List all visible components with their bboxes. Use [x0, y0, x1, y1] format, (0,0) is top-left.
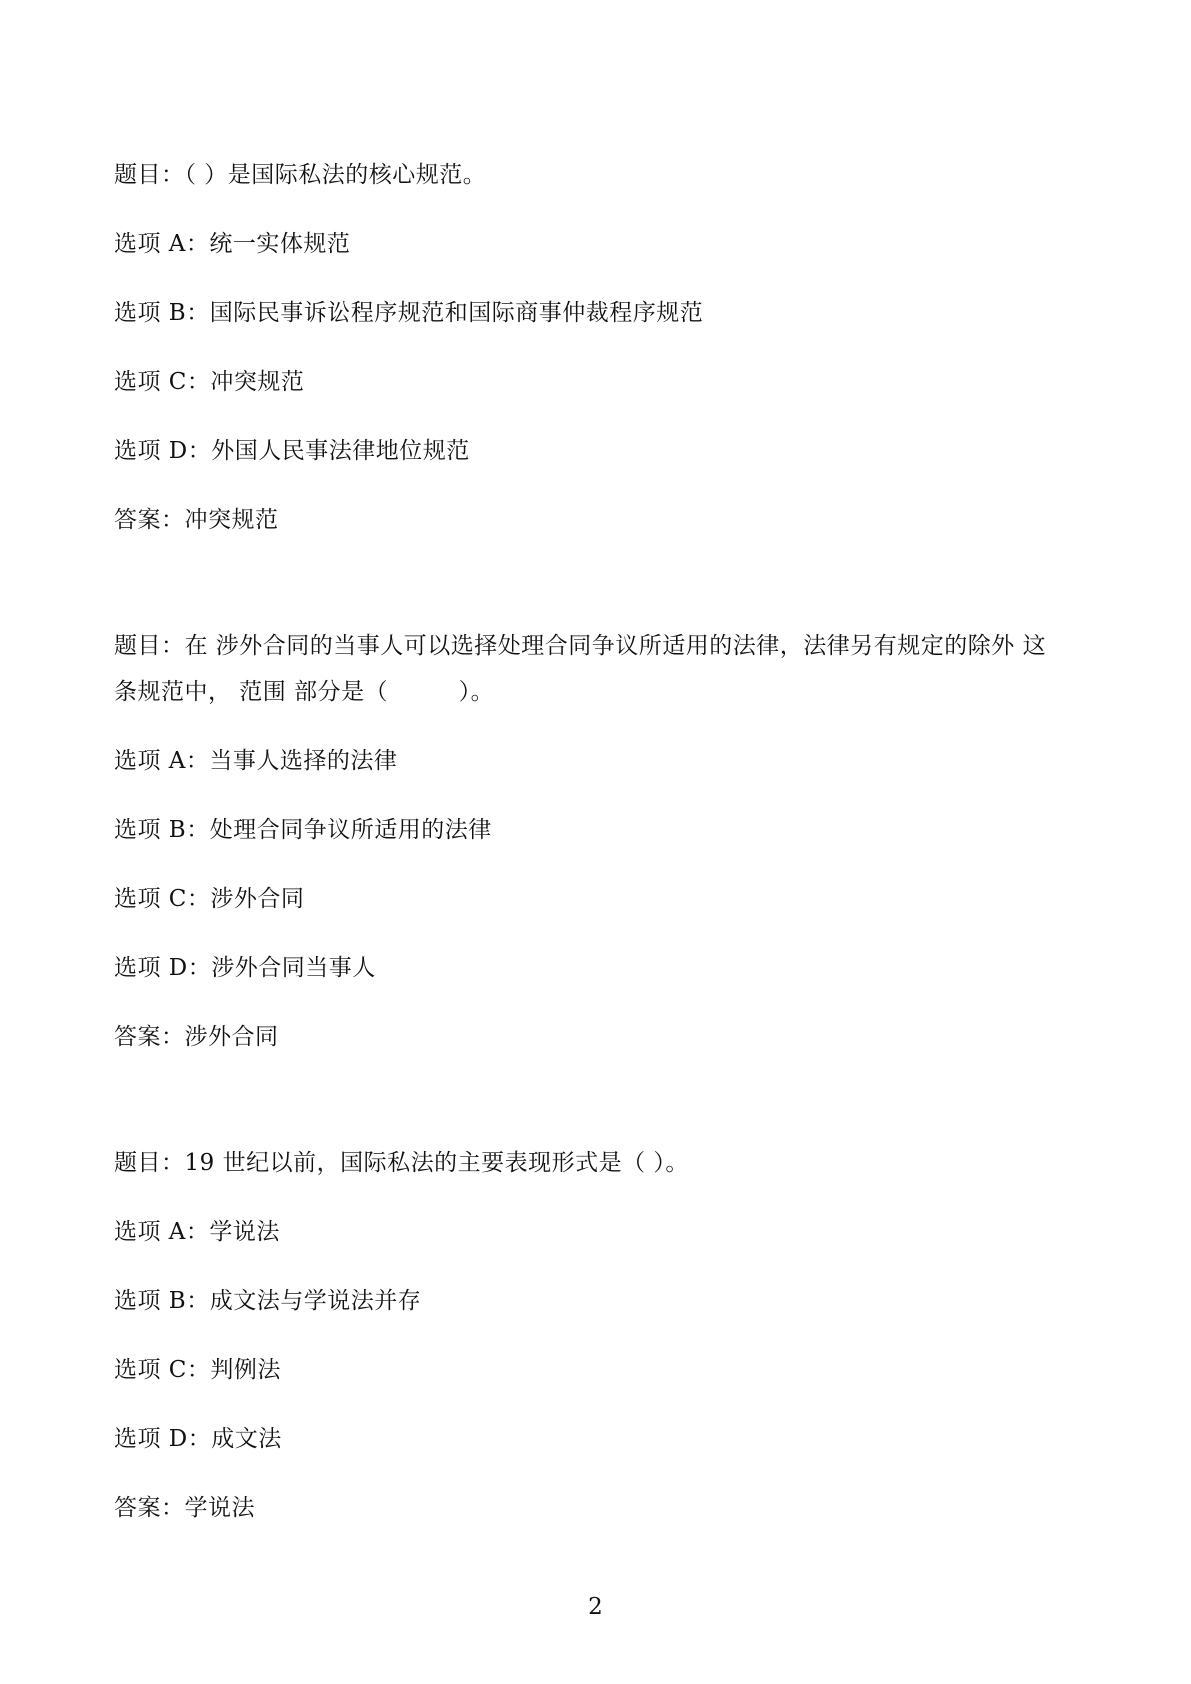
question-2-option-a: 选项 A：当事人选择的法律 [114, 748, 398, 774]
question-2-option-d: 选项 D：涉外合同当事人 [114, 955, 376, 981]
question-1-option-b: 选项 B：国际民事诉讼程序规范和国际商事仲裁程序规范 [114, 300, 704, 326]
question-1-option-a: 选项 A：统一实体规范 [114, 231, 351, 257]
question-3-option-a: 选项 A：学说法 [114, 1219, 280, 1245]
question-2-text-line-2: 条规范中， 范围 部分是（ ）。 [114, 679, 495, 705]
question-2-answer: 答案：涉外合同 [114, 1024, 279, 1050]
question-2-option-c: 选项 C：涉外合同 [114, 886, 305, 912]
question-1-option-d: 选项 D：外国人民事法律地位规范 [114, 438, 470, 464]
question-3-answer: 答案：学说法 [114, 1495, 255, 1521]
question-3-option-c: 选项 C：判例法 [114, 1357, 281, 1383]
question-3-option-d: 选项 D：成文法 [114, 1426, 282, 1452]
question-3-text: 题目：19 世纪以前，国际私法的主要表现形式是（ ）。 [114, 1150, 689, 1176]
question-2-option-b: 选项 B：处理合同争议所适用的法律 [114, 817, 492, 843]
question-3-option-b: 选项 B：成文法与学说法并存 [114, 1288, 422, 1314]
page-number: 2 [588, 1594, 603, 1620]
question-1-option-c: 选项 C：冲突规范 [114, 369, 305, 395]
question-1-text: 题目：（ ）是国际私法的核心规范。 [114, 162, 487, 188]
question-2-text-line-1: 题目：在 涉外合同的当事人可以选择处理合同争议所适用的法律，法律另有规定的除外 这 [114, 633, 1047, 659]
question-1-answer: 答案：冲突规范 [114, 507, 279, 533]
